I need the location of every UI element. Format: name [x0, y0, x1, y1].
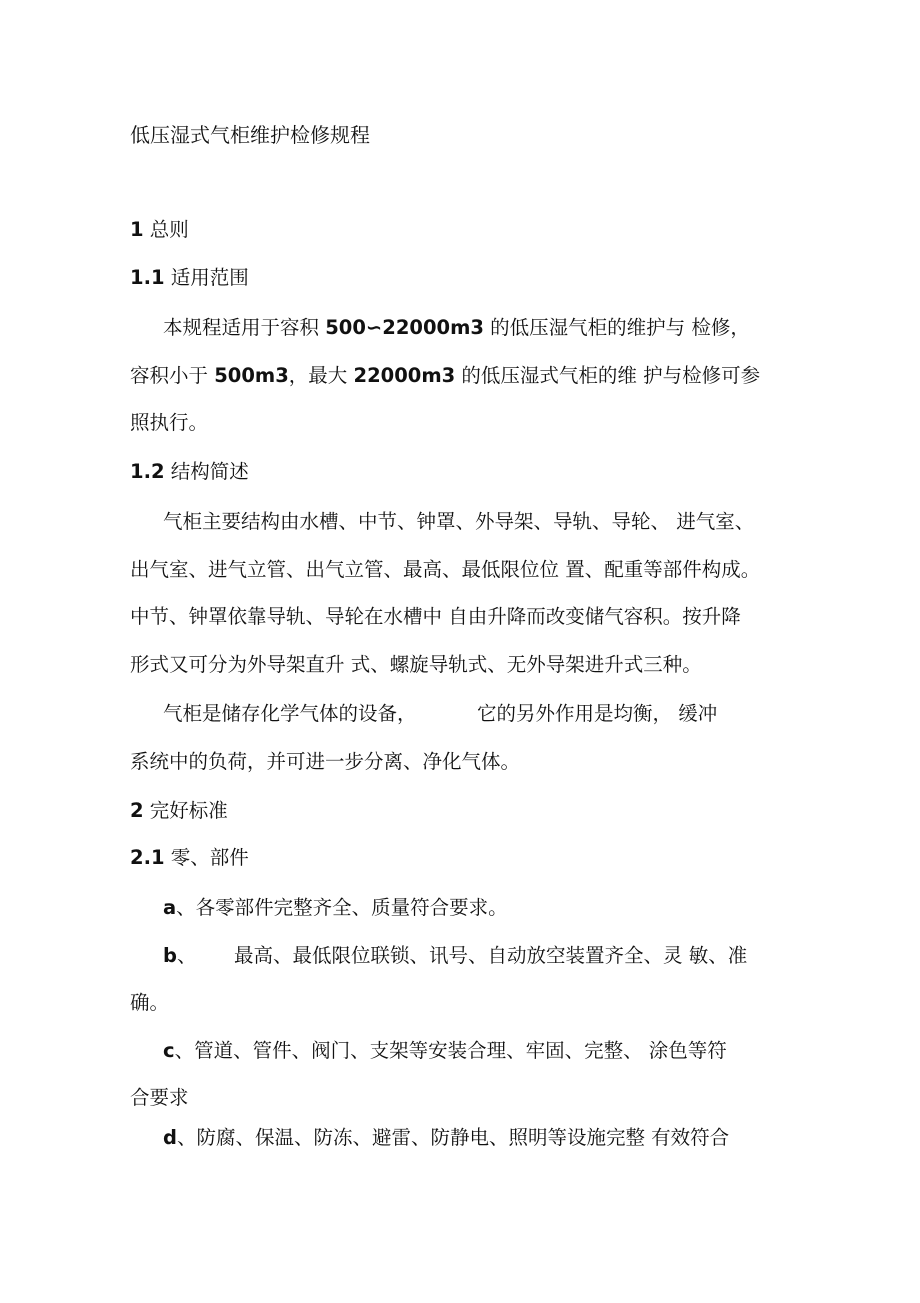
text-run: 的低压湿气柜的维护与 检修，	[483, 316, 750, 339]
section-number: 2.1	[130, 846, 165, 869]
list-item-c	[163, 1036, 727, 1066]
item-text: 、各零部件完整齐全、质量符合要求。	[176, 896, 508, 919]
section-title: 结构简述	[170, 460, 249, 483]
list-item-b	[163, 941, 196, 971]
list-item-d	[163, 1123, 729, 1153]
item-text: 、防腐、保温、防冻、避雷、防静电、照明等设施完整 有效符合	[176, 1126, 730, 1149]
item-text: 确。	[130, 991, 170, 1014]
section-title: 适用范围	[170, 266, 249, 289]
section-title: 总则	[149, 218, 189, 241]
text-run: 的低压湿式气柜的维 护与检修可参	[455, 364, 761, 387]
item-text: 、管道、管件、阀门、支架等安装合理、牢固、完整、 涂色等符	[174, 1039, 727, 1062]
section-title: 完好标准	[149, 799, 228, 822]
section-number: 1.2	[130, 460, 165, 483]
paragraph-line: 中节、钟罩依靠导轨、导轮在水槽中 自由升降而改变储气容积。按升降	[130, 605, 741, 628]
section-1-1-heading	[130, 263, 249, 293]
text-run-bold: 500m3	[214, 364, 289, 387]
item-text: 最高、最低限位联锁、讯号、自动放空装置齐全、灵 敏、准	[234, 944, 748, 967]
item-text: 合要求	[130, 1086, 189, 1109]
text-run: 本规程适用于容积	[163, 316, 326, 339]
paragraph-line: 系统中的负荷，并可进一步分离、净化气体。	[130, 750, 521, 773]
paragraph-line: 气柜是储存化学气体的设备，	[163, 702, 417, 725]
text-run-bold: 500∽22000m3	[325, 316, 484, 339]
section-number: 1	[130, 218, 144, 241]
item-separator: 、	[176, 944, 197, 967]
section-number: 1.1	[130, 266, 165, 289]
paragraph-line: 出气室、进气立管、出气立管、最高、最低限位位 置、配重等部件构成。	[130, 558, 761, 581]
text-run: ，最大	[288, 364, 354, 387]
section-1-2-heading	[130, 457, 249, 487]
paragraph-line: 气柜主要结构由水槽、中节、钟罩、外导架、导轨、导轮、 进气室、	[163, 510, 755, 533]
section-number: 2	[130, 799, 144, 822]
paragraph-line: 形式又可分为外导架直升 式、螺旋导轨式、无外导架进升式三种。	[130, 653, 702, 676]
section-2-1-heading	[130, 843, 249, 873]
text-run: 容积小于	[130, 364, 215, 387]
section-1-heading	[130, 215, 189, 245]
document-title: 低压湿式气柜维护检修规程	[130, 123, 370, 147]
list-item-a	[163, 893, 508, 923]
paragraph-line: 它的另外作用是均衡， 缓冲	[477, 702, 718, 725]
item-marker: c	[163, 1039, 175, 1062]
item-marker: a	[163, 896, 177, 919]
section-title: 零、部件	[170, 846, 249, 869]
paragraph-line	[130, 361, 760, 391]
text-run-bold: 22000m3	[353, 364, 456, 387]
item-marker: b	[163, 944, 177, 967]
paragraph-line	[163, 313, 750, 343]
item-marker: d	[163, 1126, 177, 1149]
section-2-heading	[130, 796, 228, 826]
paragraph-line: 照执行。	[130, 411, 209, 434]
